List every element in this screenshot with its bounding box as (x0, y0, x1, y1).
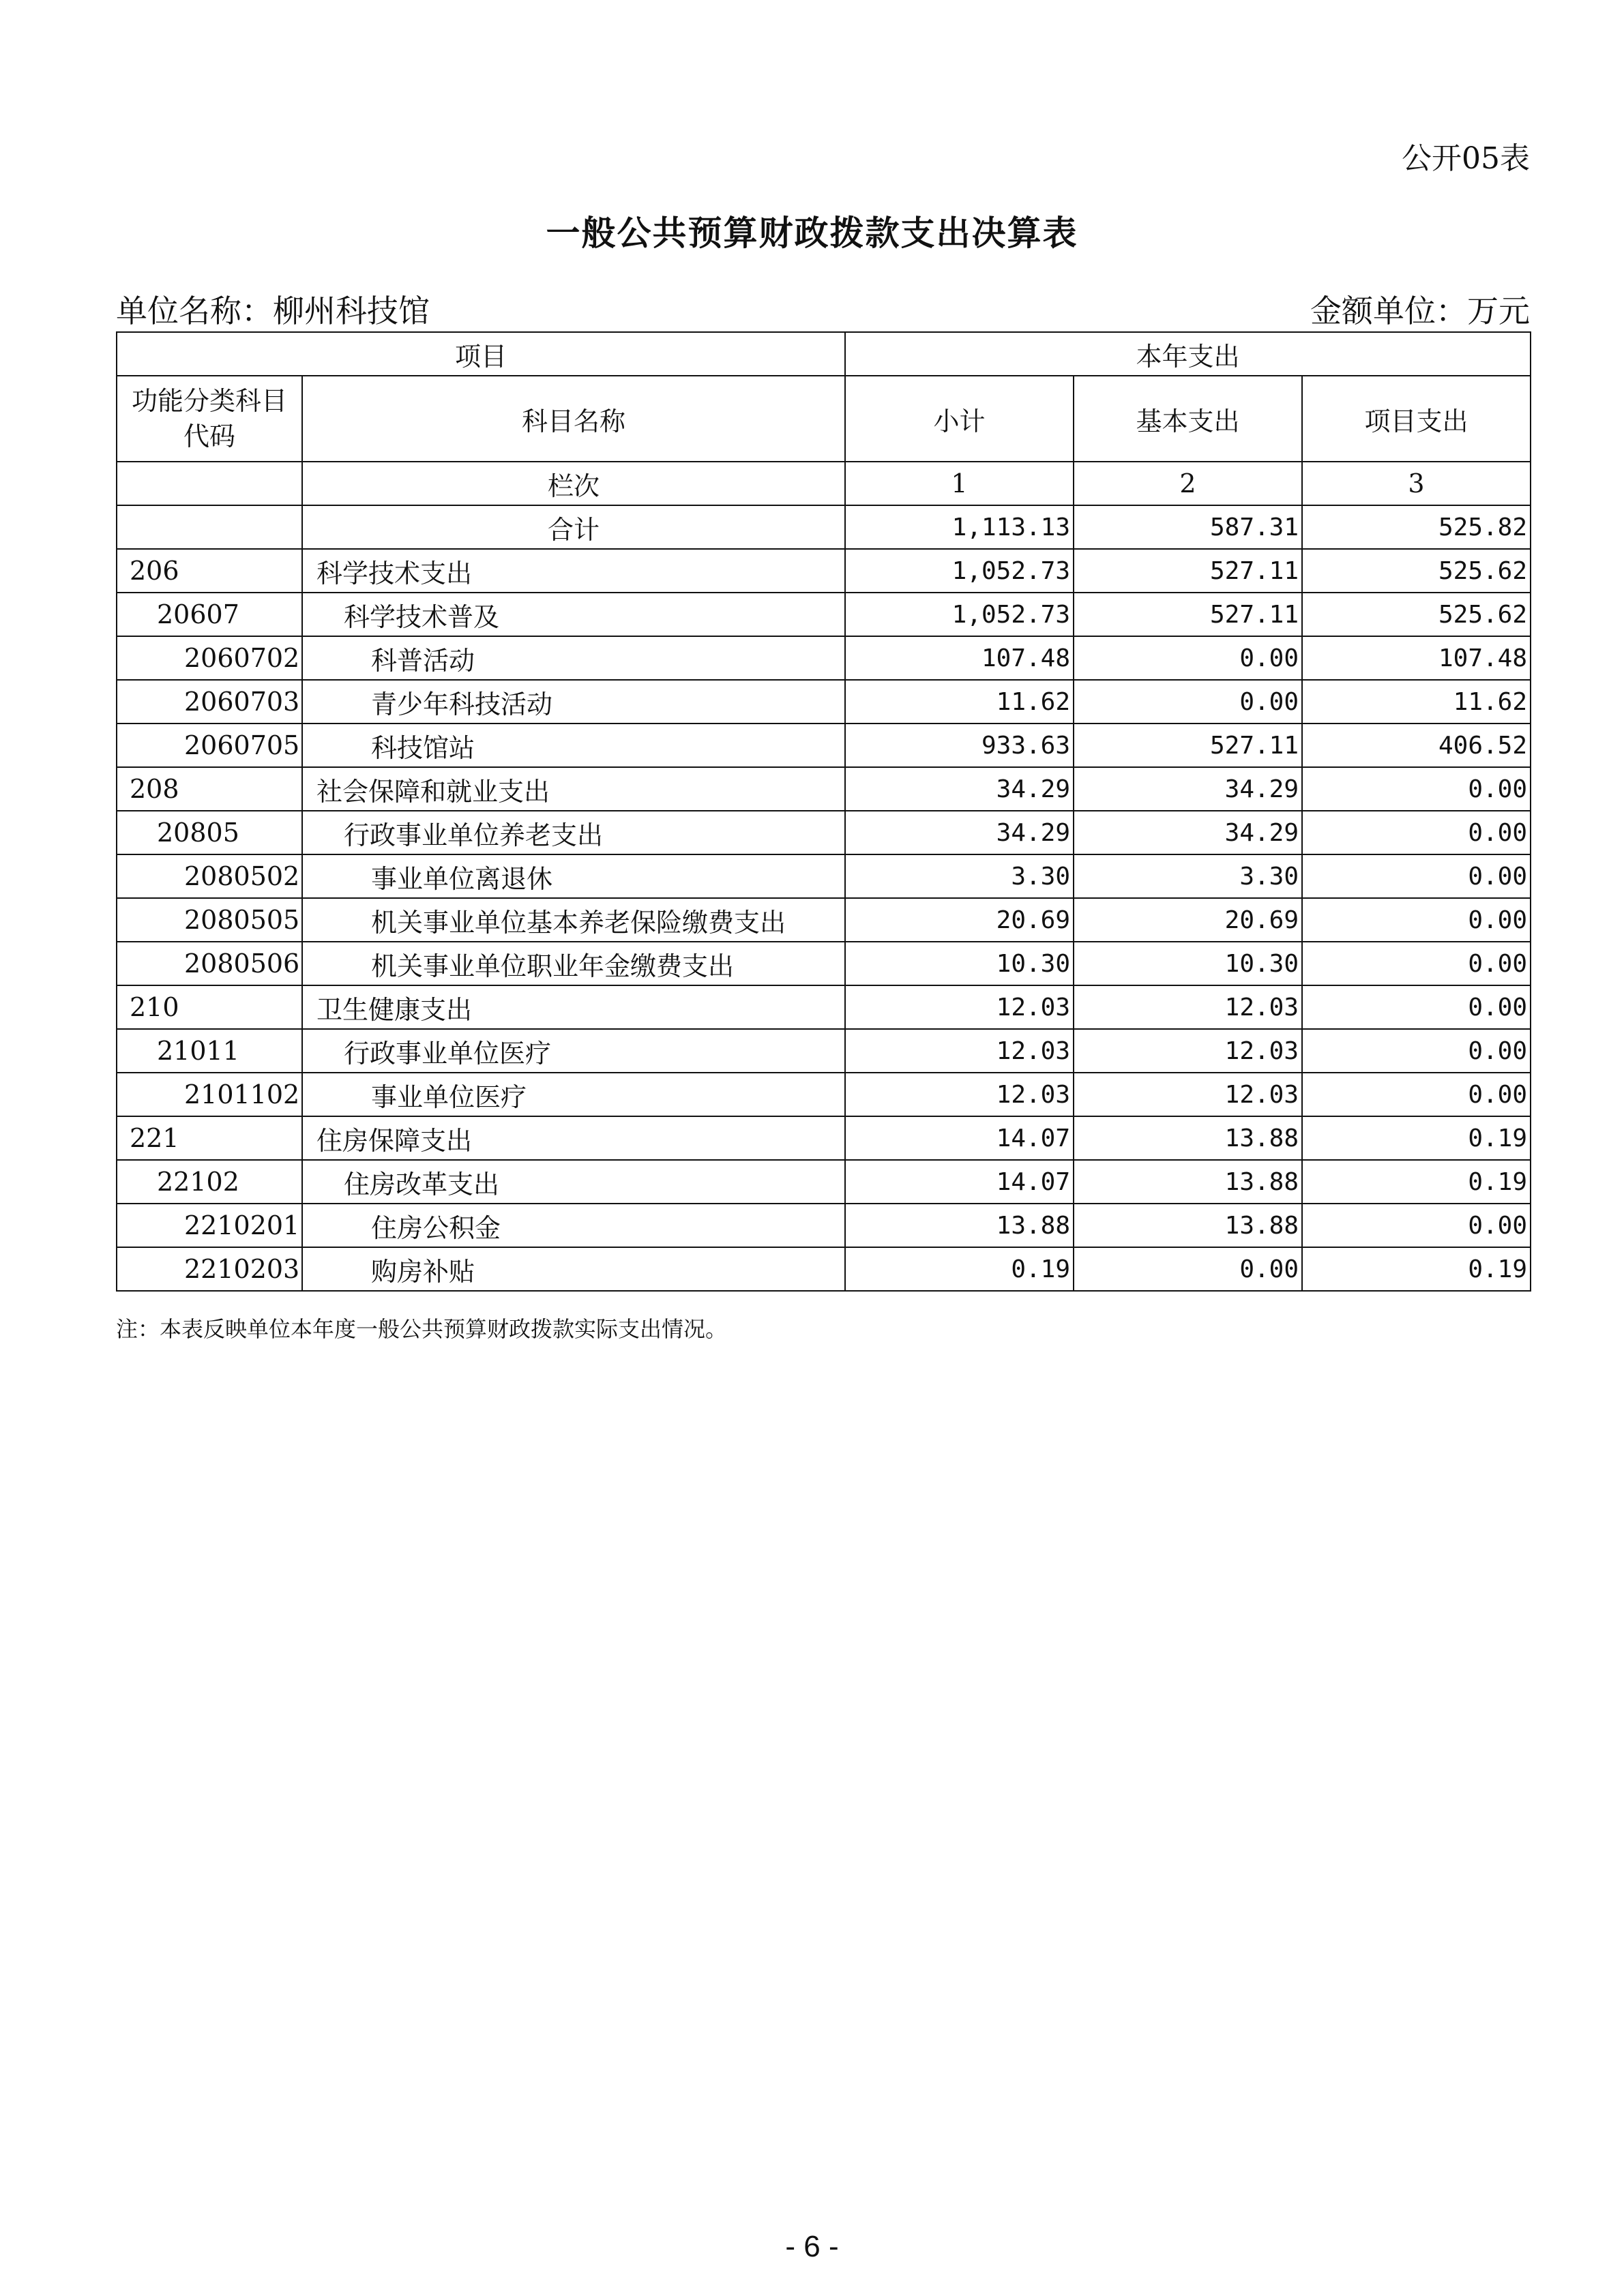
total-empty (117, 505, 302, 549)
row-subtotal: 12.03 (845, 1073, 1074, 1116)
row-project: 0.19 (1302, 1116, 1531, 1160)
row-basic: 527.11 (1074, 549, 1302, 593)
row-project: 0.00 (1302, 854, 1531, 898)
row-basic: 12.03 (1074, 985, 1302, 1029)
row-subtotal: 12.03 (845, 1029, 1074, 1073)
row-name: 住房保障支出 (302, 1116, 845, 1160)
row-subtotal: 11.62 (845, 680, 1074, 724)
total-subtotal: 1,113.13 (845, 505, 1074, 549)
row-name: 住房改革支出 (302, 1160, 845, 1204)
row-name: 事业单位医疗 (302, 1073, 845, 1116)
table-row (117, 811, 1531, 854)
row-subtotal: 10.30 (845, 942, 1074, 985)
row-code: 20805 (117, 811, 302, 854)
table-row (117, 1116, 1531, 1160)
row-code: 2210203 (117, 1247, 302, 1291)
table-row (117, 898, 1531, 942)
row-name: 行政事业单位医疗 (302, 1029, 845, 1073)
column-index-3: 3 (1302, 462, 1531, 505)
row-project: 0.00 (1302, 1204, 1531, 1247)
row-name: 卫生健康支出 (302, 985, 845, 1029)
table-row (117, 1247, 1531, 1291)
table-row (117, 1204, 1531, 1247)
table-row (117, 854, 1531, 898)
row-name: 购房补贴 (302, 1247, 845, 1291)
row-subtotal: 12.03 (845, 985, 1074, 1029)
row-name: 住房公积金 (302, 1204, 845, 1247)
row-subtotal: 13.88 (845, 1204, 1074, 1247)
row-name: 机关事业单位基本养老保险缴费支出 (302, 898, 845, 942)
row-subtotal: 20.69 (845, 898, 1074, 942)
column-index-empty (117, 462, 302, 505)
table-row (117, 724, 1531, 767)
header-basic: 基本支出 (1074, 376, 1302, 462)
row-code: 22102 (117, 1160, 302, 1204)
header-row-1 (117, 332, 1531, 376)
row-name: 事业单位离退休 (302, 854, 845, 898)
table-row (117, 942, 1531, 985)
row-basic: 10.30 (1074, 942, 1302, 985)
row-basic: 527.11 (1074, 724, 1302, 767)
row-subtotal: 1,052.73 (845, 549, 1074, 593)
row-subtotal: 0.19 (845, 1247, 1074, 1291)
row-project: 0.19 (1302, 1247, 1531, 1291)
row-subtotal: 107.48 (845, 636, 1074, 680)
table-row (117, 985, 1531, 1029)
row-code: 2060702 (117, 636, 302, 680)
row-basic: 20.69 (1074, 898, 1302, 942)
row-project: 525.62 (1302, 593, 1531, 636)
row-code: 208 (117, 767, 302, 811)
row-project: 0.19 (1302, 1160, 1531, 1204)
row-name: 机关事业单位职业年金缴费支出 (302, 942, 845, 985)
row-name: 科学技术普及 (302, 593, 845, 636)
table-row (117, 636, 1531, 680)
row-code: 210 (117, 985, 302, 1029)
form-number: 公开05表 (1402, 141, 1530, 176)
total-project: 525.82 (1302, 505, 1531, 549)
row-subtotal: 34.29 (845, 811, 1074, 854)
header-code: 功能分类科目代码 (117, 376, 302, 462)
row-code: 2101102 (117, 1073, 302, 1116)
page-number: - 6 - (785, 2230, 839, 2263)
row-subtotal: 1,052.73 (845, 593, 1074, 636)
total-basic: 587.31 (1074, 505, 1302, 549)
table-row (117, 1073, 1531, 1116)
row-project: 406.52 (1302, 724, 1531, 767)
table-row (117, 593, 1531, 636)
table-row (117, 767, 1531, 811)
row-code: 2080502 (117, 854, 302, 898)
row-code: 21011 (117, 1029, 302, 1073)
header-name: 科目名称 (302, 376, 845, 462)
header-current-year: 本年支出 (845, 332, 1531, 376)
row-code: 2060703 (117, 680, 302, 724)
row-name: 行政事业单位养老支出 (302, 811, 845, 854)
row-basic: 13.88 (1074, 1160, 1302, 1204)
row-code: 20607 (117, 593, 302, 636)
header-row-2 (117, 376, 1531, 462)
header-project-expenditure: 项目支出 (1302, 376, 1531, 462)
row-project: 0.00 (1302, 1073, 1531, 1116)
table-note: 注：本表反映单位本年度一般公共预算财政拨款实际支出情况。 (116, 1316, 728, 1342)
row-name: 科学技术支出 (302, 549, 845, 593)
row-basic: 0.00 (1074, 1247, 1302, 1291)
amount-unit: 金额单位：万元 (1310, 293, 1530, 329)
row-subtotal: 3.30 (845, 854, 1074, 898)
row-project: 0.00 (1302, 942, 1531, 985)
expenditure-table (116, 331, 1531, 1292)
total-row (117, 505, 1531, 549)
table-row (117, 680, 1531, 724)
row-basic: 34.29 (1074, 811, 1302, 854)
row-project: 0.00 (1302, 1029, 1531, 1073)
row-project: 0.00 (1302, 985, 1531, 1029)
row-basic: 13.88 (1074, 1116, 1302, 1160)
row-name: 青少年科技活动 (302, 680, 845, 724)
row-code: 2080505 (117, 898, 302, 942)
header-project: 项目 (117, 332, 845, 376)
row-project: 0.00 (1302, 767, 1531, 811)
row-basic: 527.11 (1074, 593, 1302, 636)
table-row (117, 1029, 1531, 1073)
column-index-2: 2 (1074, 462, 1302, 505)
row-project: 525.62 (1302, 549, 1531, 593)
row-subtotal: 34.29 (845, 767, 1074, 811)
row-subtotal: 14.07 (845, 1116, 1074, 1160)
row-basic: 13.88 (1074, 1204, 1302, 1247)
row-basic: 34.29 (1074, 767, 1302, 811)
row-project: 0.00 (1302, 898, 1531, 942)
row-name: 科普活动 (302, 636, 845, 680)
row-code: 2060705 (117, 724, 302, 767)
row-code: 2210201 (117, 1204, 302, 1247)
unit-name: 单位名称：柳州科技馆 (116, 293, 430, 329)
total-label: 合计 (302, 505, 845, 549)
row-code: 2080506 (117, 942, 302, 985)
column-index-1: 1 (845, 462, 1074, 505)
column-index-row (117, 462, 1531, 505)
row-basic: 12.03 (1074, 1029, 1302, 1073)
row-subtotal: 933.63 (845, 724, 1074, 767)
row-code: 206 (117, 549, 302, 593)
row-basic: 12.03 (1074, 1073, 1302, 1116)
row-project: 11.62 (1302, 680, 1531, 724)
table-row (117, 1160, 1531, 1204)
row-basic: 0.00 (1074, 636, 1302, 680)
page-title: 一般公共预算财政拨款支出决算表 (546, 213, 1078, 253)
row-name: 社会保障和就业支出 (302, 767, 845, 811)
row-project: 0.00 (1302, 811, 1531, 854)
row-basic: 0.00 (1074, 680, 1302, 724)
row-name: 科技馆站 (302, 724, 845, 767)
row-code: 221 (117, 1116, 302, 1160)
column-index-label: 栏次 (302, 462, 845, 505)
header-subtotal: 小计 (845, 376, 1074, 462)
row-project: 107.48 (1302, 636, 1531, 680)
row-basic: 3.30 (1074, 854, 1302, 898)
table-row (117, 549, 1531, 593)
row-subtotal: 14.07 (845, 1160, 1074, 1204)
